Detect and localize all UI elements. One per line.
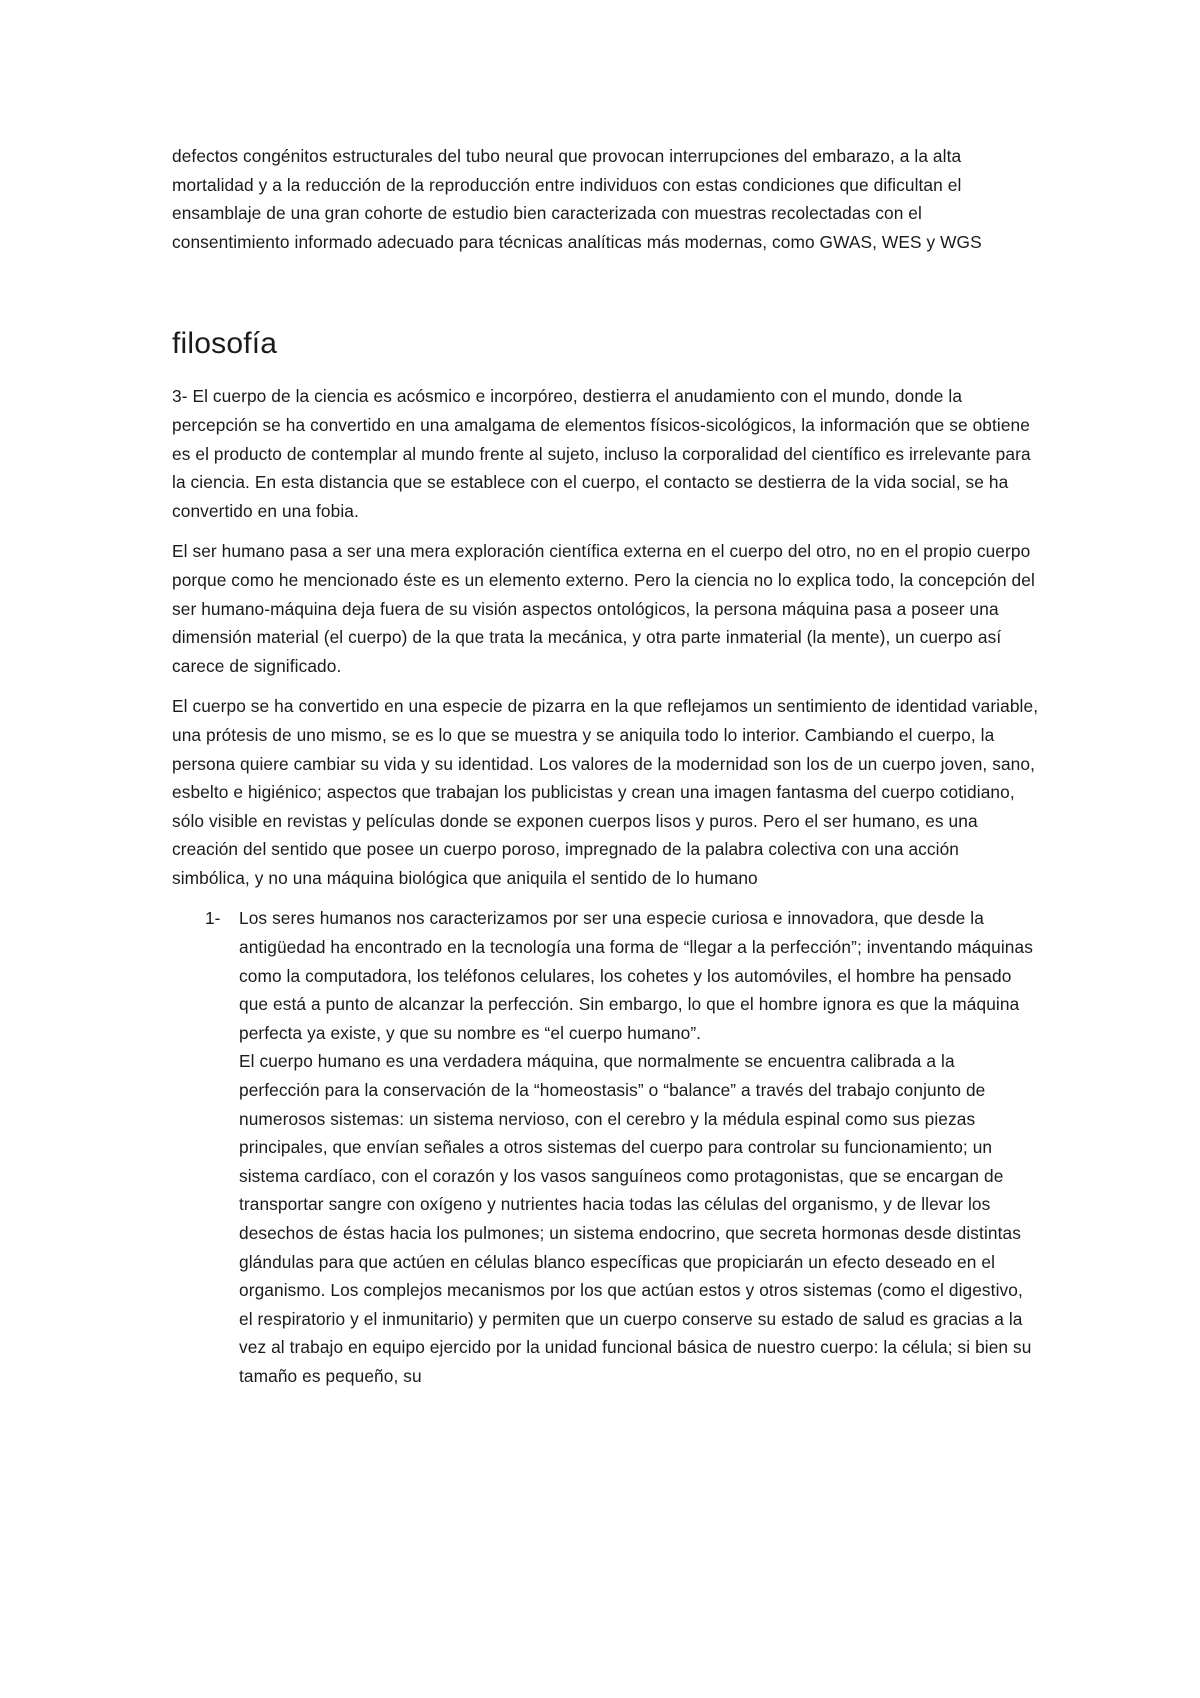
paragraph-cuerpo-pizarra: El cuerpo se ha convertido en una especie de pizarra en la que reflejamos un sentimiento de identidad variable, una prótesis de uno mismo, se es lo que se muestra y se aniquila todo lo interior. Cambiando el cuerpo, la persona quiere cambiar su vida y su identidad. Los valores de la modernidad son los de un cuerpo joven, sano, esbelto e higiénico; aspectos que trabajan los publicistas y crean una imagen fantasma del cuerpo cotidiano, sólo visible en revistas y películas donde se exponen cuerpos lisos y puros. Pero el ser humano, es una creación del sentido que posee un cuerpo poroso, impregnado de la palabra colectiva con una acción simbólica, y no una máquina biológica que aniquila el sentido de lo humano xyxy=(172,696,1039,888)
numbered-list xyxy=(172,904,1040,1390)
list-item-paragraph: El cuerpo humano es una verdadera máquina, que normalmente se encuentra calibrada a la perfección para la conservación de la “homeostasis” o “balance” a través del trabajo conjunto de numerosos sistemas: un sistema nervioso, con el cerebro y la médula espinal como sus piezas principales, que envían señales a otros sistemas del cuerpo para controlar su funcionamiento; un sistema cardíaco, con el corazón y los vasos sanguíneos como protagonistas, que se encargan de transportar sangre con oxígeno y nutrientes hacia todas las células del organismo, y de llevar los desechos de éstas hacia los pulmones; un sistema endocrino, que secreta hormonas desde distintas glándulas para que actúen en células blanco específicas que propiciarán un efecto deseado en el organismo. Los complejos mecanismos por los que actúan estos y otros sistemas (como el digestivo, el respiratorio y el inmunitario) y permiten que un cuerpo conserve su estado de salud es gracias a la vez al trabajo en equipo ejercido por la unidad funcional básica de nuestro cuerpo: la célula; si bien su tamaño es pequeño, su xyxy=(239,1051,1032,1386)
list-item-body xyxy=(239,904,1040,1390)
paragraph-ser-humano-maquina: El ser humano pasa a ser una mera exploración científica externa en el cuerpo del otro, no en el propio cuerpo porque como he mencionado éste es un elemento externo. Pero la ciencia no lo explica todo, la concepción del ser humano-máquina deja fuera de su visión aspectos ontológicos, la persona máquina pasa a poseer una dimensión material (el cuerpo) de la que trata la mecánica, y otra parte inmaterial (la mente), un cuerpo así carece de significado. xyxy=(172,541,1035,676)
paragraph-ciencia-acosmica: 3- El cuerpo de la ciencia es acósmico e incorpóreo, destierra el anudamiento con el mundo, donde la percepción se ha convertido en una amalgama de elementos físicos-sicológicos, la información que se obtiene es el producto de contemplar al mundo frente al sujeto, incluso la corporalidad del científico es irrelevante para la ciencia. En esta distancia que se establece con el cuerpo, el contacto se destierra de la vida social, se ha convertido en una fobia. xyxy=(172,386,1031,521)
section-heading: filosofía xyxy=(172,327,278,361)
intro-paragraph: defectos congénitos estructurales del tubo neural que provocan interrupciones del embarazo, a la alta mortalidad y a la reducción de la reproducción entre individuos con estas condiciones que dificultan el ensamblaje de una gran cohorte de estudio bien caracterizada con muestras recolectadas con el consentimiento informado adecuado para técnicas analíticas más modernas, como GWAS, WES y WGS xyxy=(172,146,982,252)
list-item-paragraph: Los seres humanos nos caracterizamos por ser una especie curiosa e innovadora, que desde la antigüedad ha encontrado en la tecnología una forma de “llegar a la perfección”; inventando máquinas como la computadora, los teléfonos celulares, los cohetes y los automóviles, el hombre ha pensado que está a punto de alcanzar la perfección. Sin embargo, lo que el hombre ignora es que la máquina perfecta ya existe, y que su nombre es “el cuerpo humano”. xyxy=(239,908,1033,1043)
list-item xyxy=(172,904,1040,1390)
list-marker: 1- xyxy=(205,908,221,929)
